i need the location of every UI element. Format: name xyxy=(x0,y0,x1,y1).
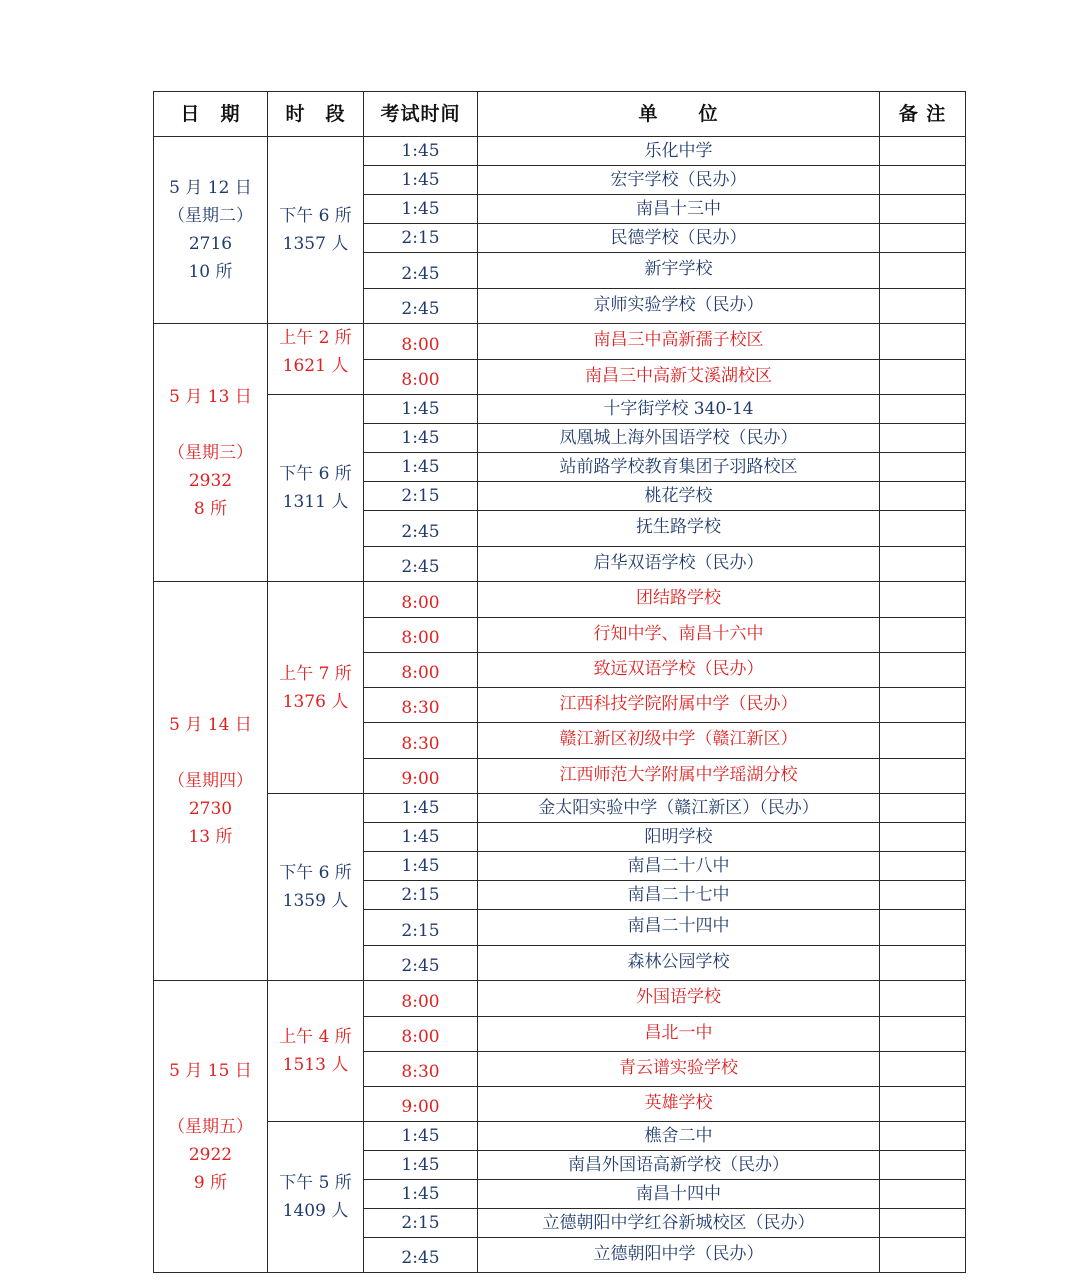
unit-cell: 江西科技学院附属中学（民办） xyxy=(478,688,880,723)
note-cell xyxy=(880,1180,966,1209)
unit-cell: 站前路学校教育集团子羽路校区 xyxy=(478,453,880,482)
unit-cell: 乐化中学 xyxy=(478,137,880,166)
note-cell xyxy=(880,1238,966,1273)
unit-cell: 赣江新区初级中学（赣江新区） xyxy=(478,723,880,759)
unit-cell: 南昌二十四中 xyxy=(478,910,880,946)
exam-time-cell: 1:45 xyxy=(364,852,478,881)
exam-time-cell: 1:45 xyxy=(364,195,478,224)
note-cell xyxy=(880,511,966,547)
unit-cell: 京师实验学校（民办） xyxy=(478,289,880,324)
date-label: 5 月 14 日 xyxy=(169,715,252,735)
unit-cell: 江西师范大学附属中学瑶湖分校 xyxy=(478,759,880,794)
period-students-label: 1359 人 xyxy=(282,891,349,911)
note-cell xyxy=(880,1209,966,1238)
period-schools-label: 上午 2 所 xyxy=(279,328,352,348)
weekday-label: （星期四） xyxy=(168,771,253,791)
unit-cell: 阳明学校 xyxy=(478,823,880,852)
header-period: 时 段 xyxy=(268,92,364,137)
header-exam-time: 考试时间 xyxy=(364,92,478,137)
exam-time-cell: 1:45 xyxy=(364,395,478,424)
note-cell xyxy=(880,981,966,1017)
unit-cell: 南昌二十八中 xyxy=(478,852,880,881)
period-cell xyxy=(268,794,364,981)
note-cell xyxy=(880,137,966,166)
unit-cell: 宏宇学校（民办） xyxy=(478,166,880,195)
exam-time-cell: 2:15 xyxy=(364,482,478,511)
exam-time-cell: 1:45 xyxy=(364,166,478,195)
period-cell xyxy=(268,582,364,794)
note-cell xyxy=(880,1087,966,1122)
note-cell xyxy=(880,1151,966,1180)
day-total-label: 2932 xyxy=(188,470,233,491)
unit-cell: 外国语学校 xyxy=(478,981,880,1017)
header-date: 日 期 xyxy=(154,92,268,137)
note-cell xyxy=(880,395,966,424)
note-cell xyxy=(880,166,966,195)
exam-time-cell: 9:00 xyxy=(364,1087,478,1122)
weekday-label: （星期三） xyxy=(168,442,253,463)
note-cell xyxy=(880,852,966,881)
unit-cell: 南昌二十七中 xyxy=(478,881,880,910)
period-students-label: 1409 人 xyxy=(282,1201,349,1221)
period-schools-label: 下午 6 所 xyxy=(279,464,352,484)
day-school-count-label: 10 所 xyxy=(188,262,233,282)
day-total-label: 2716 xyxy=(188,234,233,254)
note-cell xyxy=(880,1122,966,1151)
note-cell xyxy=(880,360,966,395)
exam-time-cell: 2:15 xyxy=(364,1209,478,1238)
date-label: 5 月 15 日 xyxy=(169,1060,252,1081)
note-cell xyxy=(880,688,966,723)
exam-time-cell: 1:45 xyxy=(364,1180,478,1209)
day-school-count-label: 13 所 xyxy=(188,827,233,847)
unit-cell: 立德朝阳中学（民办） xyxy=(478,1238,880,1273)
exam-time-cell: 8:00 xyxy=(364,618,478,653)
period-schools-label: 上午 7 所 xyxy=(279,663,352,684)
period-students-label: 1376 人 xyxy=(282,691,349,712)
period-cell xyxy=(268,1122,364,1273)
unit-cell: 凤凰城上海外国语学校（民办） xyxy=(478,424,880,453)
exam-time-cell: 2:45 xyxy=(364,547,478,582)
unit-cell: 启华双语学校（民办） xyxy=(478,547,880,582)
unit-cell: 民德学校（民办） xyxy=(478,224,880,253)
unit-cell: 森林公园学校 xyxy=(478,946,880,981)
unit-cell: 南昌三中高新艾溪湖校区 xyxy=(478,360,880,395)
exam-time-cell: 2:45 xyxy=(364,253,478,289)
note-cell xyxy=(880,759,966,794)
note-cell xyxy=(880,547,966,582)
unit-cell: 新宇学校 xyxy=(478,253,880,289)
exam-time-cell: 8:00 xyxy=(364,653,478,688)
period-students-label: 1621 人 xyxy=(282,356,349,376)
unit-cell: 行知中学、南昌十六中 xyxy=(478,618,880,653)
exam-time-cell: 1:45 xyxy=(364,823,478,852)
date-cell xyxy=(154,981,268,1273)
note-cell xyxy=(880,618,966,653)
table-row xyxy=(154,1122,966,1151)
exam-time-cell: 1:45 xyxy=(364,453,478,482)
unit-cell: 南昌三中高新孺子校区 xyxy=(478,324,880,360)
note-cell xyxy=(880,482,966,511)
unit-cell: 致远双语学校（民办） xyxy=(478,653,880,688)
exam-time-cell: 2:15 xyxy=(364,224,478,253)
unit-cell: 南昌十三中 xyxy=(478,195,880,224)
exam-time-cell: 8:00 xyxy=(364,324,478,360)
unit-cell: 南昌十四中 xyxy=(478,1180,880,1209)
note-cell xyxy=(880,1017,966,1052)
note-cell xyxy=(880,881,966,910)
exam-time-cell: 8:30 xyxy=(364,723,478,759)
unit-cell: 十字街学校 340-14 xyxy=(478,395,880,424)
exam-time-cell: 2:45 xyxy=(364,1238,478,1273)
exam-schedule-document xyxy=(153,91,965,1273)
date-cell xyxy=(154,137,268,324)
exam-time-cell: 2:45 xyxy=(364,946,478,981)
note-cell xyxy=(880,582,966,618)
note-cell xyxy=(880,723,966,759)
period-students-label: 1357 人 xyxy=(282,234,349,254)
unit-cell: 南昌外国语高新学校（民办） xyxy=(478,1151,880,1180)
period-schools-label: 下午 6 所 xyxy=(279,206,352,226)
date-label: 5 月 12 日 xyxy=(169,178,252,198)
note-cell xyxy=(880,653,966,688)
note-cell xyxy=(880,794,966,823)
header-unit: 单 位 xyxy=(478,92,880,137)
schedule-body xyxy=(154,137,966,1273)
exam-time-cell: 2:15 xyxy=(364,881,478,910)
exam-time-cell: 1:45 xyxy=(364,1122,478,1151)
table-row xyxy=(154,137,966,166)
note-cell xyxy=(880,195,966,224)
table-row xyxy=(154,981,966,1017)
weekday-label: （星期五） xyxy=(168,1116,253,1137)
exam-time-cell: 8:00 xyxy=(364,360,478,395)
note-cell xyxy=(880,823,966,852)
unit-cell: 樵舍二中 xyxy=(478,1122,880,1151)
day-school-count-label: 9 所 xyxy=(193,1172,228,1193)
note-cell xyxy=(880,289,966,324)
weekday-label: （星期二） xyxy=(168,206,253,226)
period-schools-label: 下午 6 所 xyxy=(279,863,352,883)
exam-time-cell: 8:00 xyxy=(364,981,478,1017)
unit-cell: 英雄学校 xyxy=(478,1087,880,1122)
period-schools-label: 下午 5 所 xyxy=(279,1173,352,1193)
day-total-label: 2730 xyxy=(188,799,233,819)
note-cell xyxy=(880,910,966,946)
table-row xyxy=(154,395,966,424)
date-label: 5 月 13 日 xyxy=(169,386,252,407)
exam-time-cell: 8:00 xyxy=(364,1017,478,1052)
exam-time-cell: 1:45 xyxy=(364,424,478,453)
period-schools-label: 上午 4 所 xyxy=(279,1027,352,1047)
note-cell xyxy=(880,1052,966,1087)
unit-cell: 抚生路学校 xyxy=(478,511,880,547)
exam-time-cell: 8:00 xyxy=(364,582,478,618)
note-cell xyxy=(880,324,966,360)
exam-time-cell: 1:45 xyxy=(364,794,478,823)
date-cell xyxy=(154,582,268,981)
note-cell xyxy=(880,224,966,253)
exam-time-cell: 1:45 xyxy=(364,1151,478,1180)
exam-time-cell: 1:45 xyxy=(364,137,478,166)
day-school-count-label: 8 所 xyxy=(193,498,228,519)
period-cell xyxy=(268,324,364,395)
exam-time-cell: 9:00 xyxy=(364,759,478,794)
date-cell xyxy=(154,324,268,582)
table-row xyxy=(154,794,966,823)
unit-cell: 团结路学校 xyxy=(478,582,880,618)
exam-time-cell: 8:30 xyxy=(364,1052,478,1087)
exam-time-cell: 2:15 xyxy=(364,910,478,946)
period-students-label: 1311 人 xyxy=(282,492,349,512)
header-note: 备 注 xyxy=(880,92,966,137)
unit-cell: 立德朝阳中学红谷新城校区（民办） xyxy=(478,1209,880,1238)
note-cell xyxy=(880,946,966,981)
header-row xyxy=(154,92,966,137)
period-students-label: 1513 人 xyxy=(282,1055,349,1075)
period-cell xyxy=(268,981,364,1122)
table-row xyxy=(154,324,966,360)
exam-schedule-table xyxy=(153,91,966,1273)
period-cell xyxy=(268,395,364,582)
unit-cell: 昌北一中 xyxy=(478,1017,880,1052)
unit-cell: 金太阳实验中学（赣江新区）（民办） xyxy=(478,794,880,823)
note-cell xyxy=(880,453,966,482)
period-cell xyxy=(268,137,364,324)
day-total-label: 2922 xyxy=(188,1144,233,1165)
exam-time-cell: 2:45 xyxy=(364,511,478,547)
unit-cell: 青云谱实验学校 xyxy=(478,1052,880,1087)
table-row xyxy=(154,582,966,618)
unit-cell: 桃花学校 xyxy=(478,482,880,511)
exam-time-cell: 8:30 xyxy=(364,688,478,723)
note-cell xyxy=(880,253,966,289)
note-cell xyxy=(880,424,966,453)
exam-time-cell: 2:45 xyxy=(364,289,478,324)
